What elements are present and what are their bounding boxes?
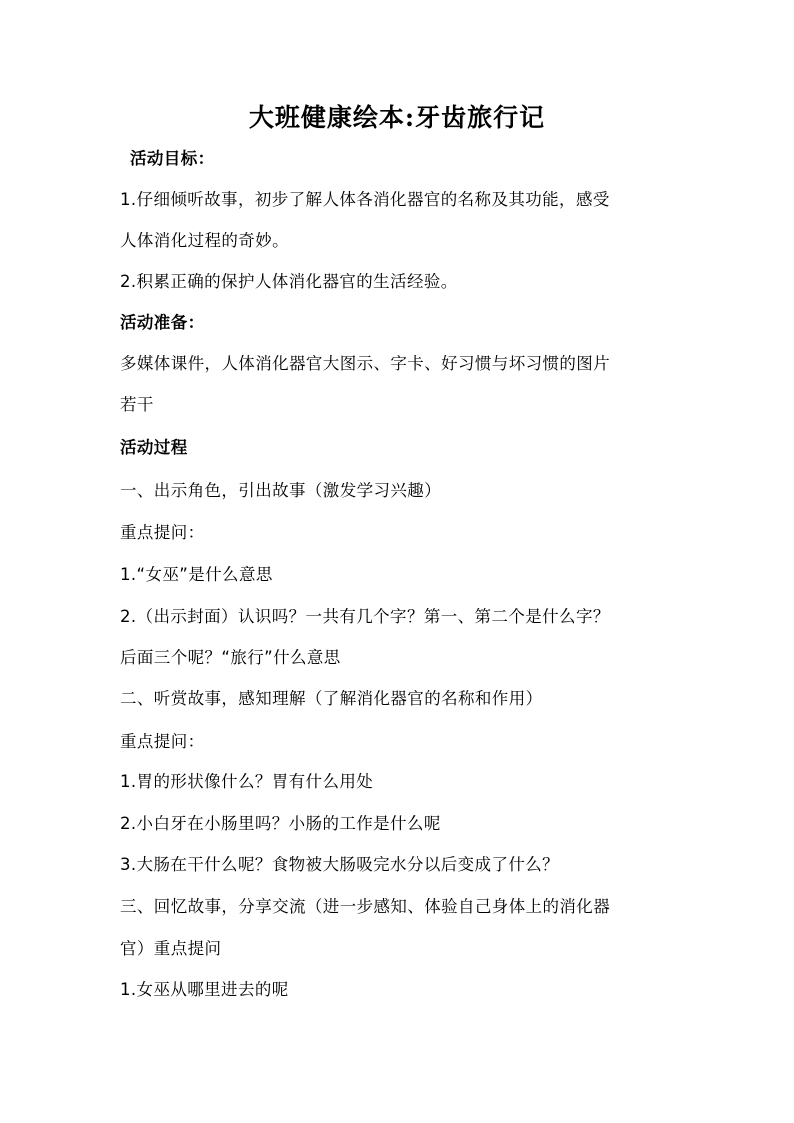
paragraph-line: 1.胃的形状像什么？胃有什么用处	[120, 772, 374, 791]
paragraph-line: 重点提问：	[120, 523, 205, 542]
paragraph-line: 三、回忆故事，分享交流（进一步感知、体验自己身体上的消化器	[120, 897, 611, 916]
paragraph-line: 3.大肠在干什么呢？食物被大肠吸完水分以后变成了什么？	[120, 855, 560, 874]
paragraph-line: 1.仔细倾听故事，初步了解人体各消化器官的名称及其功能，感受	[120, 190, 610, 209]
paragraph-line: 2.（出示封面）认识吗？一共有几个字？第一、第二个是什么字？	[120, 607, 610, 626]
paragraph-line: 官）重点提问	[120, 939, 222, 958]
paragraph-line: 重点提问：	[120, 732, 205, 751]
document-title: 大班健康绘本:牙齿旅行记	[248, 103, 546, 132]
paragraph-line: 二、听赏故事，感知理解（了解消化器官的名称和作用）	[120, 689, 543, 708]
paragraph-line: 一、出示角色，引出故事（激发学习兴趣）	[120, 481, 442, 500]
paragraph-line: 2.小白牙在小肠里吗？小肠的工作是什么呢	[120, 814, 441, 833]
section-heading-process: 活动过程	[120, 438, 188, 457]
paragraph-line: 人体消化过程的奇妙。	[120, 231, 289, 250]
paragraph-line: 多媒体课件，人体消化器官大图示、字卡、好习惯与坏习惯的图片	[120, 354, 611, 373]
paragraph-line: 1.女巫从哪里进去的呢	[120, 980, 289, 999]
paragraph-line: 1.“女巫”是什么意思	[120, 565, 273, 584]
paragraph-line: 2.积累正确的保护人体消化器官的生活经验。	[120, 272, 458, 291]
section-heading-goals: 活动目标：	[130, 149, 215, 168]
paragraph-line: 若干	[120, 395, 154, 414]
paragraph-line: 后面三个呢？“旅行”什么意思	[120, 648, 341, 667]
section-heading-preparation: 活动准备：	[120, 313, 205, 332]
